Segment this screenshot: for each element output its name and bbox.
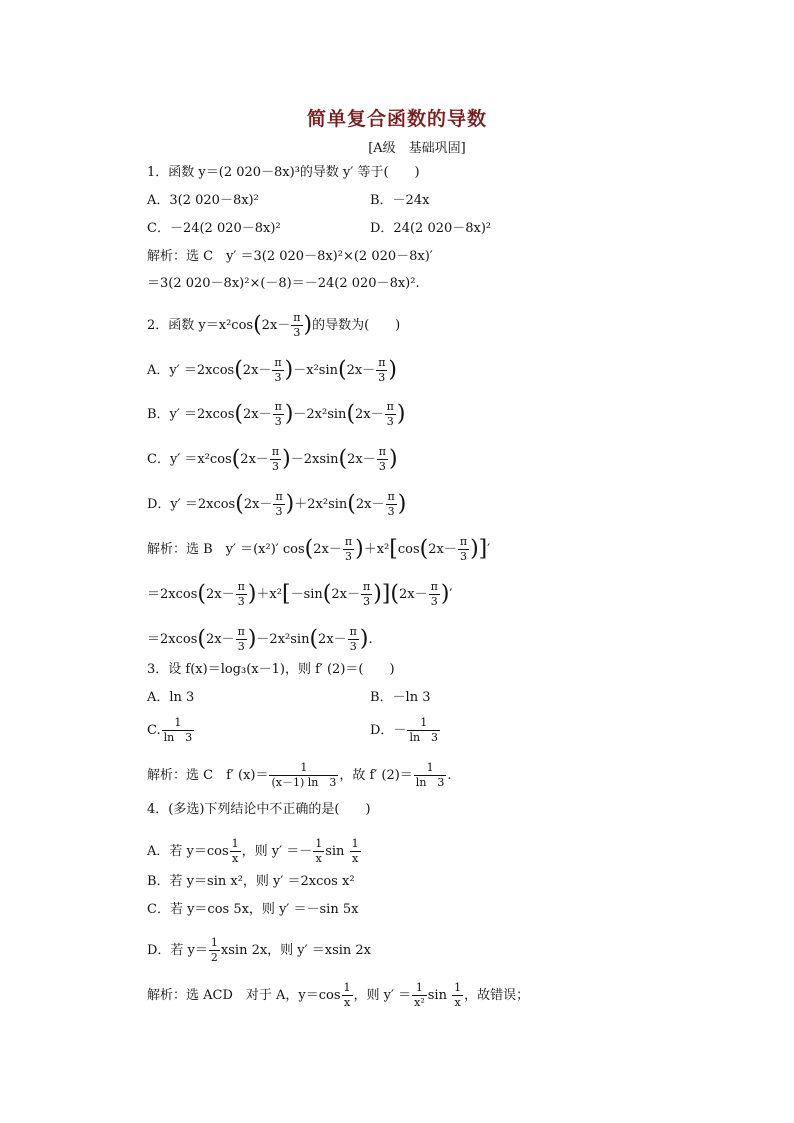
q1-stem: 1．函数 y＝(2 020－8x)³的导数 y′ 等于( ) <box>147 165 420 180</box>
q1-solution-line2: ＝3(2 020－8x)²×(－8)＝－24(2 020－8x)². <box>147 276 420 291</box>
q1-option-b: B．－24x <box>370 193 430 208</box>
q2-option-b: B．y′ ＝2xcos(2x－ $\frac{\pi}{3}$ )－2x²sin(2x－ $\frac{\pi}{3}$ ) <box>147 400 406 428</box>
q3-option-c: C. $\frac{1}{\ln 3}$ <box>147 716 193 744</box>
q3-solution: 解析：选 C f′ (x)＝ $\frac{1}{(x-1) \ln 3}$ ，故 f′ (2)＝ $\frac{1}{\ln 3}$ . <box>147 761 452 789</box>
q1-solution-line1: 解析：选 C y′ ＝3(2 020－8x)²×(2 020－8x)′ <box>147 249 433 264</box>
pi-over-3-fraction: $\frac{\pi}{3}$ <box>293 311 301 339</box>
q4-option-d: D．若 y＝ $\frac{1}{2}$ xsin 2x，则 y′ ＝xsin 2x <box>147 936 372 964</box>
q2-option-c: C．y′ ＝x²cos(2x－ $\frac{\pi}{3}$ )－2xsin(2x－ $\frac{\pi}{3}$ ) <box>147 445 398 473</box>
q1-option-c: C．－24(2 020－8x)² <box>147 221 281 236</box>
q2-solution-line2: ＝2xcos(2x－ $\frac{\pi}{3}$ )＋x²[－sin(2x－ $\frac{\pi}{3}$ )](2x－ $\frac{\pi}{3}$ )′ <box>147 580 453 608</box>
q4-solution: 解析：选 ACD 对于 A，y＝cos $\frac{1}{x}$ ，则 y′ ＝ $\frac{1}{\text{x²}}$ sin $\frac{1}{x}$ ，故错误； <box>147 981 530 1009</box>
q3-option-a: A．ln 3 <box>147 690 195 705</box>
q3-option-d: D．－ $\frac{1}{\ln 3}$ <box>370 716 439 744</box>
q4-option-a: A．若 y＝cos $\frac{1}{x}$ ，则 y′ ＝－ $\frac{1}{x}$ sin $\frac{1}{x}$ <box>147 837 359 865</box>
q2-solution-line3: ＝2xcos(2x－ $\frac{\pi}{3}$ )－2x²sin(2x－ $\frac{\pi}{3}$ ). <box>147 625 373 653</box>
q2-option-a: A．y′ ＝2xcos(2x－ $\frac{\pi}{3}$ )－x²sin(2x－ $\frac{\pi}{3}$ ) <box>147 356 398 384</box>
q2-solution-line1: 解析：选 B y′ ＝(x²)′ cos(2x－ $\frac{\pi}{3}$ )＋x²[cos(2x－ $\frac{\pi}{3}$ )]′ <box>147 535 491 563</box>
q4-option-c: C．若 y＝cos 5x，则 y′ ＝－sin 5x <box>147 902 359 917</box>
q4-option-b: B．若 y＝sin x²，则 y′ ＝2xcos x² <box>147 874 355 889</box>
q2-option-d: D．y′ ＝2xcos(2x－ $\frac{\pi}{3}$ )＋2x²sin(2x－ $\frac{\pi}{3}$ ) <box>147 490 407 518</box>
q2-stem: 2．函数 y＝x²cos(2x－ $\frac{\pi}{3}$ )的导数为( ) <box>147 311 401 339</box>
section-level-label: [A级 基础巩固] <box>368 141 466 156</box>
page-title: 简单复合函数的导数 <box>306 108 487 130</box>
q3-stem: 3．设 f(x)＝log₃(x－1)，则 f′ (2)＝( ) <box>147 662 395 677</box>
q4-stem: 4．(多选)下列结论中不正确的是( ) <box>147 802 371 817</box>
q1-option-d: D．24(2 020－8x)² <box>370 221 492 236</box>
q1-option-a: A．3(2 020－8x)² <box>147 193 259 208</box>
q3-option-b: B．－ln 3 <box>370 690 431 705</box>
